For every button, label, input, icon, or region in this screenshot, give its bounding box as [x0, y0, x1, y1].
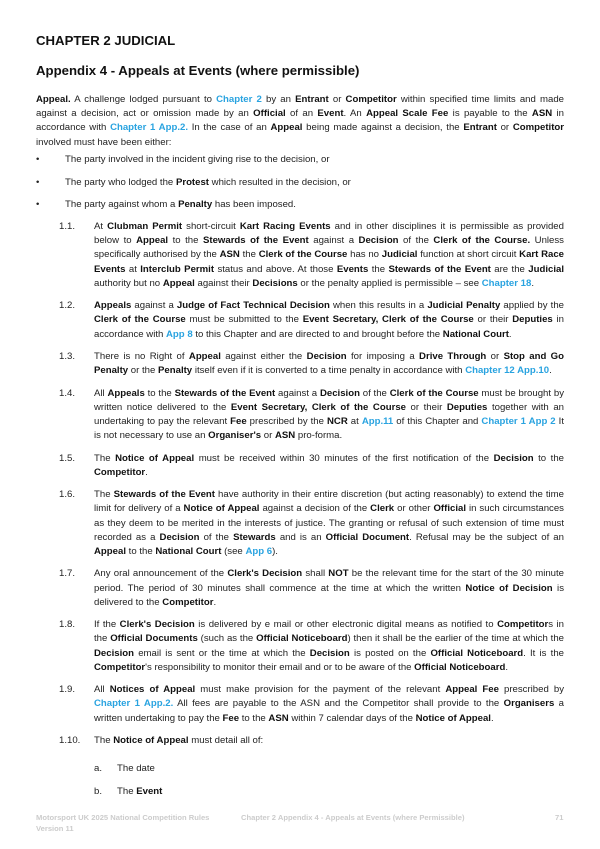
text-run: to the — [533, 452, 564, 464]
text-run: of this Chapter and — [393, 416, 482, 427]
bold-term: Appeal Scale Fee — [366, 108, 449, 120]
clause-text — [94, 452, 564, 480]
bold-term: Decision — [94, 647, 134, 659]
text-run: to the — [168, 235, 203, 247]
bold-term: Clerk's Decision — [119, 619, 195, 631]
text-run: in accordance with — [94, 314, 564, 340]
text-run: against their — [194, 277, 253, 289]
bold-term: Clerk — [370, 503, 395, 515]
text-run: or — [496, 122, 513, 134]
bold-term: Official Document — [325, 531, 410, 543]
bold-term: Clerk of the Course — [389, 387, 479, 399]
text-run: is payable to the — [448, 108, 532, 120]
text-run: together with an undertaking to pay the relevant — [94, 401, 564, 427]
text-run: of the — [199, 531, 234, 543]
text-run: for imposing a — [346, 351, 420, 362]
text-run: which resulted in the decision, or — [209, 176, 351, 188]
cross-reference-link[interactable]: App 6 — [245, 546, 273, 557]
text-run: or the penalty applied is permissible – see — [297, 277, 482, 289]
text-run: the — [239, 249, 259, 261]
bold-term: Notice of Decision — [465, 582, 553, 594]
bullet-item — [36, 198, 564, 221]
clause-item — [59, 452, 564, 480]
bold-term: Event Secretary, Clerk of the Course — [230, 401, 406, 413]
bold-term: Official Noticeboard — [430, 647, 524, 659]
clause-number: 1.8. — [59, 619, 76, 631]
text-run: in such circumstances as they deem to be merited in the interests of justice. The granting or refusal of such extension of time must recorded as a — [94, 503, 564, 543]
bold-term: Stewards of the Event — [388, 263, 491, 275]
text-run: must be submitted to the — [185, 314, 303, 326]
clause-number: 1.2. — [59, 300, 76, 312]
bold-term: Competitor — [162, 596, 214, 608]
clause-number: 1.4. — [59, 387, 76, 399]
appendix-title: Appendix 4 - Appeals at Events (where permissible) — [36, 63, 360, 78]
bullet-list — [36, 153, 564, 221]
text-run: Any oral announcement of the — [94, 568, 228, 580]
bold-term: Competitor — [497, 619, 549, 631]
chapter-title: CHAPTER 2 JUDICIAL — [36, 33, 176, 48]
clause-item — [59, 299, 564, 342]
text-run: or — [486, 351, 504, 362]
clause-number: 1.6. — [59, 489, 76, 501]
clause-text — [94, 567, 564, 610]
text-run: is delivered by e mail or other electronic digital means as notified to — [194, 619, 498, 631]
text-run: status and above. At those — [214, 263, 337, 275]
bold-term: Appeal — [94, 546, 126, 557]
text-run: . — [145, 466, 148, 478]
text-run: itself even if it is converted to a time penalty in accordance with — [192, 365, 466, 377]
clause-number: 1.1. — [59, 221, 76, 232]
text-run: must be received within 30 minutes of the first notification of the — [194, 452, 494, 464]
bold-term: ASN — [219, 249, 240, 261]
text-run: authority but no — [94, 277, 163, 289]
text-run: is delivered to the — [94, 582, 564, 608]
bullet-text — [65, 176, 351, 190]
bold-term: NCR — [326, 416, 348, 427]
text-run: of the — [359, 387, 390, 399]
cross-reference-link[interactable]: Chapter 2 — [216, 94, 262, 105]
text-run: against a — [131, 300, 177, 312]
text-run: All — [94, 684, 110, 696]
text-run: of an — [285, 108, 318, 120]
clause-number: 1.5. — [59, 452, 76, 464]
text-run: is posted on the — [349, 647, 431, 659]
bold-term: Event — [317, 108, 344, 120]
sub-item-letter: a. — [94, 763, 103, 775]
bold-term: Appeal — [162, 277, 195, 289]
clause-item — [59, 488, 564, 559]
bullet-icon: • — [36, 176, 40, 188]
clause-list — [59, 220, 564, 815]
text-run: to the — [126, 546, 156, 557]
clause-text — [94, 734, 564, 748]
text-run: the — [368, 263, 389, 275]
text-run: against a — [308, 235, 359, 247]
bold-term: Competitor — [345, 94, 397, 105]
footer-section-title: Chapter 2 Appendix 4 - Appeals at Events (where Permissible) — [241, 813, 465, 822]
bold-term: Judicial — [528, 263, 565, 275]
bullet-icon: • — [36, 199, 40, 210]
cross-reference-link[interactable]: Chapter 1 App.2. — [94, 698, 174, 710]
bold-term: Official Noticeboard — [414, 661, 506, 673]
text-run: or — [261, 430, 275, 442]
cross-reference-link[interactable]: App.11 — [361, 416, 394, 427]
footer-doc-title: Motorsport UK 2025 National Competition Rules — [36, 813, 210, 822]
bold-term: Stewards — [233, 531, 276, 543]
text-run: must be brought by written notice delivered to the — [94, 387, 564, 413]
bold-term: Notice of Appeal — [415, 712, 491, 724]
text-run: within 7 calendar days of the — [288, 712, 416, 724]
text-run: (such as the — [197, 633, 257, 645]
text-run: . — [531, 277, 534, 289]
cross-reference-link[interactable]: App 8 — [166, 328, 193, 340]
text-run: to this Chapter and are directed to and brought before the — [192, 328, 443, 340]
text-run: by an — [261, 94, 296, 105]
bold-term: Judicial — [381, 249, 418, 261]
text-run: or the — [128, 365, 159, 377]
clause-text — [94, 350, 564, 378]
bullet-text — [65, 153, 330, 167]
text-run: being made against a decision, the — [302, 122, 464, 134]
cross-reference-link[interactable]: Chapter 12 App.10 — [465, 365, 550, 377]
text-run: and is an — [275, 531, 326, 543]
bold-term: Decision — [358, 235, 399, 247]
text-run: be the relevant time for the start of the 30 minute period. The period of 30 minutes shall commence at the time at which the written — [94, 568, 565, 594]
text-run: applied by the — [500, 300, 564, 312]
bold-term: Judicial Penalty — [427, 300, 501, 312]
bold-term: Penalty — [158, 365, 193, 377]
bold-term: Appeals — [94, 300, 132, 312]
bullet-item — [36, 153, 564, 176]
bold-term: Appeal. — [36, 94, 71, 105]
clause-text — [94, 299, 564, 342]
bold-term: Clerk of the Course. — [433, 235, 531, 247]
bold-term: Appeal — [188, 351, 221, 362]
bold-term: Clerk of the Course — [94, 314, 186, 326]
text-run: . It is the — [523, 647, 564, 659]
clause-item — [59, 734, 564, 807]
text-run: a written undertaking to pay the — [94, 698, 564, 724]
text-run: . — [213, 596, 217, 608]
text-run: in accordance with — [36, 108, 564, 134]
intro-paragraph — [36, 93, 564, 150]
sub-item — [94, 785, 564, 808]
bold-term: Decision — [309, 647, 350, 659]
text-run: All — [94, 387, 108, 399]
bold-term: ASN — [531, 108, 553, 120]
bold-term: Stop and Go Penalty — [94, 351, 564, 377]
cross-reference-link[interactable]: Chapter 1 App 2 — [481, 416, 556, 427]
text-run: to the — [144, 387, 175, 399]
text-run: There is no Right of — [94, 351, 189, 362]
text-run: prescribed by the — [246, 416, 327, 427]
bold-term: Deputies — [446, 401, 488, 413]
text-run: against either the — [220, 351, 307, 362]
bold-term: Kart Racing Events — [239, 221, 331, 232]
bold-term: ASN — [274, 430, 296, 442]
bold-term: Entrant — [463, 122, 497, 134]
bold-term: Decision — [159, 531, 200, 543]
text-run: The — [94, 452, 116, 464]
bold-term: Clerk's Decision — [227, 568, 303, 580]
cross-reference-link[interactable]: Chapter 1 App.2. — [110, 122, 189, 134]
bold-term: Stewards of the Event — [113, 489, 215, 501]
text-run: The party who lodged the — [65, 176, 176, 188]
clause-item — [59, 220, 564, 291]
footer-page-number: 71 — [555, 813, 564, 822]
bold-term: Event — [136, 785, 163, 797]
bold-term: ASN — [268, 712, 289, 724]
bold-term: Kart Race Events — [94, 249, 565, 275]
text-run: ) then it shall be the earlier of the time at which the — [347, 633, 564, 645]
text-run: to the — [239, 712, 269, 724]
text-run: A challenge lodged pursuant to — [70, 94, 217, 105]
bullet-icon: • — [36, 154, 40, 165]
text-run: within specified time limits and made against a decision, act or omission made by an — [36, 94, 564, 120]
text-run: against a — [275, 387, 320, 399]
sub-item-text — [117, 785, 162, 799]
bold-term: Appeals — [107, 387, 145, 399]
bold-term: Competitor — [512, 122, 564, 134]
text-run: All fees are payable to the ASN and the Competitor shall provide to the — [173, 698, 504, 710]
text-run: Unless specifically authorised by the — [94, 235, 564, 261]
bold-term: Appeal Fee — [445, 684, 499, 696]
text-run: of the — [398, 235, 434, 247]
bold-term: Stewards of the Event — [174, 387, 276, 399]
bold-term: Notice of Appeal — [113, 734, 189, 746]
sub-item-letter: b. — [94, 785, 103, 797]
bold-term: Judge of Fact Technical Decision — [176, 300, 330, 312]
text-run: shall — [302, 568, 329, 580]
clause-text — [94, 618, 564, 675]
text-run: In the case of an — [188, 122, 271, 134]
bold-term: Decision — [319, 387, 360, 399]
text-run: At — [94, 221, 108, 232]
text-run: at — [125, 263, 141, 275]
text-run: 's responsibility to monitor their email and or to be aware of the — [145, 661, 415, 673]
text-run: The — [94, 489, 114, 501]
bold-term: National Court — [155, 546, 222, 557]
bold-term: Drive Through — [419, 351, 487, 362]
clause-number: 1.3. — [59, 351, 76, 362]
text-run: or their — [473, 314, 513, 326]
text-run: has been imposed. — [212, 199, 296, 210]
bold-term: Event Secretary, Clerk of the Course — [302, 314, 474, 326]
bold-term: Official Noticeboard — [256, 633, 348, 645]
clause-text — [94, 387, 564, 444]
bullet-text — [65, 198, 296, 212]
bold-term: Organiser's — [208, 430, 262, 442]
bold-term: Entrant — [295, 94, 329, 105]
text-run: The party involved in the incident giving rise to the decision, or — [65, 154, 330, 165]
bold-term: Appeal — [270, 122, 303, 134]
text-run: when this results in a — [329, 300, 428, 312]
text-run: against a decision of the — [259, 503, 371, 515]
bold-term: Stewards of the Event — [202, 235, 309, 247]
bold-term: National Court — [442, 328, 509, 340]
sub-item-text — [117, 762, 155, 776]
bold-term: Notice of Appeal — [115, 452, 195, 464]
text-run: prescribed by — [498, 684, 564, 696]
text-run: ). — [272, 546, 278, 557]
text-run: The party against whom a — [65, 199, 179, 210]
clause-text — [94, 220, 564, 291]
text-run: . Refusal may be the subject of an — [409, 531, 564, 543]
text-run: must detail all of: — [188, 734, 264, 746]
clause-number: 1.10. — [59, 734, 81, 746]
text-run: must make provision for the payment of the relevant — [195, 684, 446, 696]
bold-term: Official — [433, 503, 466, 515]
text-run: or — [328, 94, 346, 105]
bold-term: Official — [253, 108, 286, 120]
text-run: are the — [490, 263, 529, 275]
bold-term: Interclub Permit — [140, 263, 215, 275]
clause-number: 1.9. — [59, 684, 76, 696]
bold-term: Fee — [230, 416, 247, 427]
bold-term: Decision — [493, 452, 534, 464]
bold-term: NOT — [328, 568, 349, 580]
text-run: pro-forma. — [295, 430, 343, 442]
text-run: has no — [347, 249, 382, 261]
text-run: The date — [117, 763, 155, 775]
text-run: It is not necessary to use an — [94, 416, 564, 442]
cross-reference-link[interactable]: Chapter 18 — [481, 277, 532, 289]
clause-item — [59, 618, 564, 675]
clause-text — [94, 488, 564, 559]
bold-term: Competitor — [94, 466, 146, 478]
bold-term: Clerk of the Course — [258, 249, 348, 261]
bold-term: Decisions — [252, 277, 298, 289]
text-run: short-circuit — [182, 221, 240, 232]
bold-term: Organisers — [503, 698, 555, 710]
bold-term: Protest — [175, 176, 209, 188]
text-run: . — [549, 365, 552, 377]
clause-item — [59, 387, 564, 444]
text-run: and in other disciplines it is permissible as provided below to — [94, 221, 564, 247]
clause-text — [94, 683, 564, 726]
text-run: s in the — [94, 619, 564, 645]
footer-doc-info — [36, 812, 236, 834]
bold-term: Events — [336, 263, 369, 275]
text-run: . — [490, 712, 494, 724]
text-run: email is sent or the time at which the — [134, 647, 310, 659]
clause-item — [59, 683, 564, 726]
clause-item — [59, 567, 564, 610]
bold-term: Notices of Appeal — [109, 684, 196, 696]
text-run: at — [347, 416, 362, 427]
bold-term: Official Documents — [110, 633, 198, 645]
text-run: or other — [394, 503, 434, 515]
text-run: The — [117, 785, 137, 797]
bold-term: Decision — [306, 351, 347, 362]
bold-term: Notice of Appeal — [183, 503, 260, 515]
text-run: . An — [343, 108, 367, 120]
text-run: function at short circuit — [417, 249, 520, 261]
bold-term: Fee — [222, 712, 240, 724]
bullet-item — [36, 176, 564, 199]
text-run: . — [505, 661, 508, 673]
text-run: (see — [221, 546, 246, 557]
text-run: The — [94, 734, 114, 746]
clause-number: 1.7. — [59, 568, 76, 580]
sub-item — [94, 762, 564, 785]
bold-term: Competitor — [94, 661, 146, 673]
sub-item-list — [94, 762, 564, 807]
bold-term: Penalty — [178, 199, 213, 210]
text-run: . — [508, 328, 512, 340]
text-run: involved must have been either: — [36, 136, 172, 148]
clause-item — [59, 350, 564, 378]
text-run: If the — [94, 619, 120, 631]
text-run: or their — [406, 401, 447, 413]
text-run: have authority in their entire discretion (but acting reasonably) to extend the time limit for delivery of a — [94, 489, 564, 515]
bold-term: Clubman Permit — [107, 221, 183, 232]
footer-version: Version 11 — [36, 824, 74, 833]
bold-term: Deputies — [512, 314, 553, 326]
bold-term: Appeal — [136, 235, 169, 247]
